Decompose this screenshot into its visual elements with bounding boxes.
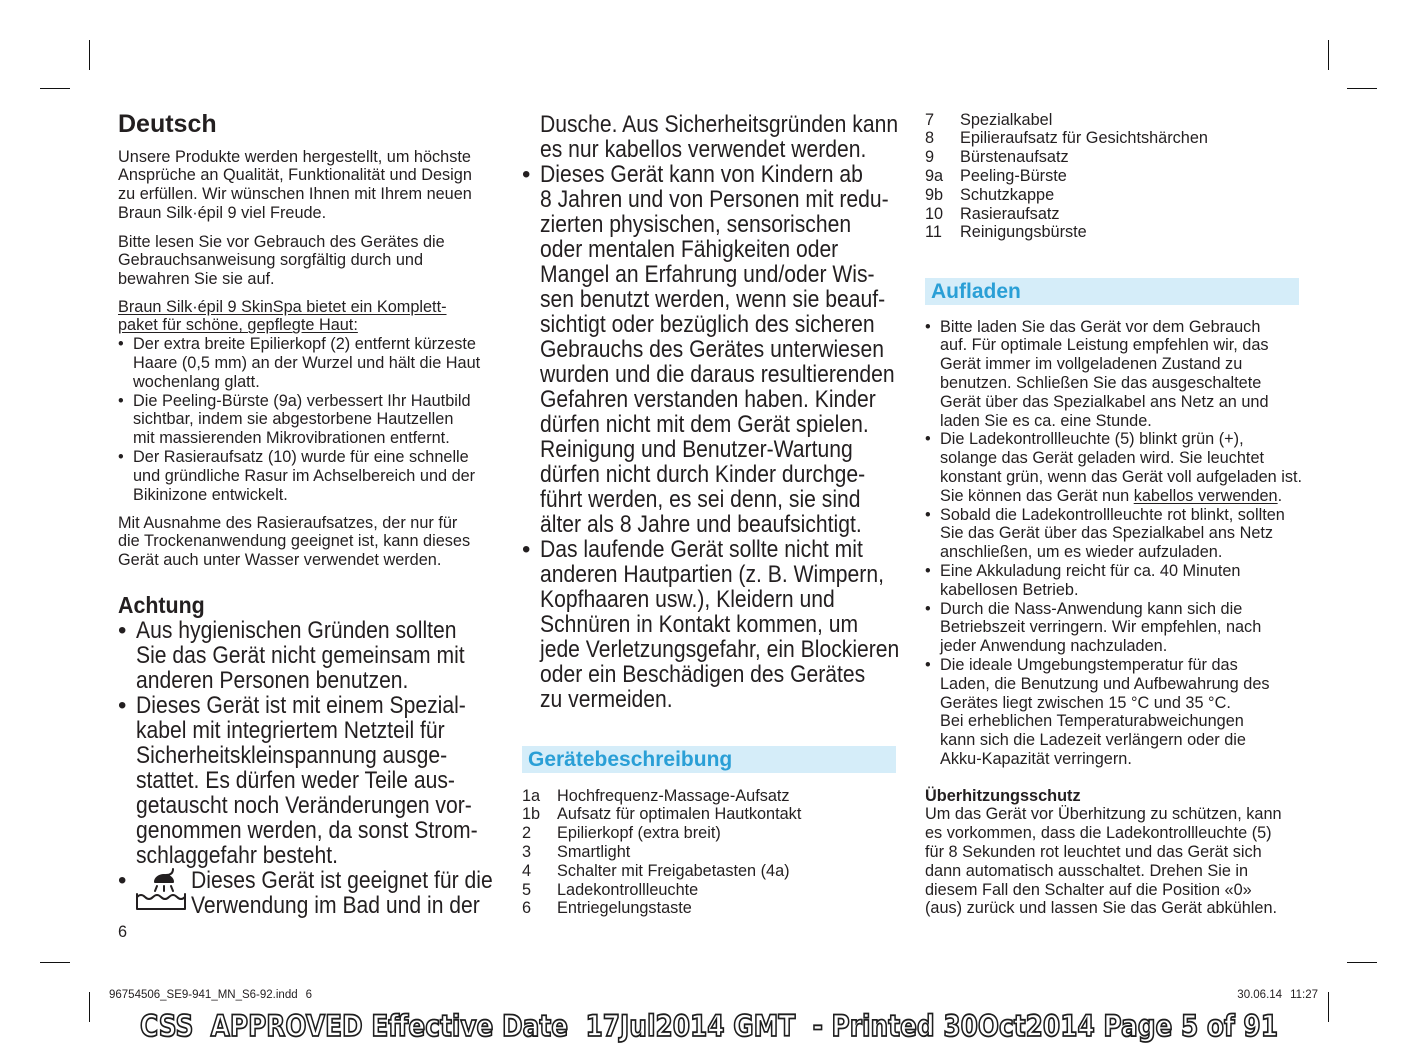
text-line: Gerät auch unter Wasser verwendet werden. — [118, 551, 442, 570]
charging-status-text — [940, 430, 1310, 486]
text-line: zu vermeiden. — [540, 685, 673, 713]
part-list-item — [522, 787, 896, 806]
charging-heading: Aufladen — [925, 278, 1299, 305]
text-line: oder mentalen Fähigkeiten oder — [540, 235, 839, 263]
part-label: Reinigungsbürste — [960, 223, 1087, 242]
bullet-item — [522, 537, 902, 712]
approval-stamp — [139, 1007, 1281, 1047]
text-line: anschließen, um es wieder aufzuladen. — [940, 543, 1223, 562]
text-line: Bitte lesen Sie vor Gebrauch des Gerätes die — [118, 232, 445, 251]
part-list-item — [925, 129, 1299, 148]
bullet-item — [118, 693, 503, 868]
part-number: 9 — [925, 148, 935, 167]
text-line: mit massierenden Mikrovibrationen entfernt. — [133, 429, 450, 448]
text-line: Betriebszeit verringern. Wir empfehlen, nach — [940, 618, 1262, 637]
part-number: 9a — [925, 166, 944, 185]
text-line: Verwendung im Bad und in der — [191, 891, 480, 919]
page-number: 6 — [118, 922, 128, 941]
part-number: 10 — [925, 204, 944, 223]
text-line: die Trockenanwendung geeignet ist, kann dieses — [118, 532, 471, 551]
warning-items — [522, 162, 902, 712]
text-line: • Bitte laden Sie das Gerät vor dem Gebrauch — [940, 317, 1261, 336]
bullet-item — [925, 430, 1310, 505]
file-name: 96754506_SE9-941_MN_S6-92.indd — [109, 989, 298, 1001]
text-line: • Aus hygienischen Gründen sollten — [136, 616, 457, 644]
text-line: Sie das Gerät über das Spezialkabel ans Netz — [940, 524, 1274, 543]
bullet-item — [925, 318, 1310, 431]
text-line: • Das laufende Gerät sollte nicht mit — [540, 535, 863, 563]
text-line: sichtbar, indem sie abgestorbene Hautzellen — [133, 410, 454, 429]
text-line — [940, 487, 1310, 506]
part-label: Hochfrequenz-Massage-Aufsatz — [557, 786, 790, 805]
part-list-item — [522, 881, 896, 900]
charging-items — [925, 318, 1310, 431]
text-line: bewahren Sie sie auf. — [118, 270, 275, 289]
part-label: Rasieraufsatz — [960, 204, 1060, 223]
text-line: Laden, die Benutzung und Aufbewahrung des — [940, 674, 1270, 693]
part-number: 3 — [522, 842, 532, 861]
part-list-item — [522, 899, 896, 918]
bullet-item — [118, 448, 503, 504]
text-line: • Die Peeling-Bürste (9a) verbessert Ihr Hautbild — [133, 391, 471, 410]
crop-mark — [1347, 962, 1377, 963]
part-number: 11 — [925, 223, 942, 242]
page-title: Deutsch — [118, 110, 217, 138]
text-line: Haare (0,5 mm) an der Wurzel und hält die Haut — [133, 353, 481, 372]
text-line: älter als 8 Jahre und beaufsichtigt. — [540, 510, 862, 538]
text-line: stattet. Es dürfen weder Teile aus- — [136, 766, 455, 794]
text-line: dann automatisch ausschaltet. Drehen Sie in — [925, 861, 1249, 880]
text-line: • Die ideale Umgebungstemperatur für das — [940, 655, 1238, 674]
part-label: Entriegelungstaste — [557, 899, 692, 918]
bath-warning-continuation — [522, 112, 902, 162]
parts-list — [522, 787, 896, 919]
warning-list — [118, 618, 503, 918]
text-line: Bei erheblichen Temperaturabweichungen — [940, 712, 1244, 731]
text-line: Mit Ausnahme des Rasieraufsatzes, der nur für — [118, 513, 458, 532]
text-line: kabellosen Betrieb. — [940, 580, 1079, 599]
overheat-text — [925, 805, 1310, 918]
water-note-paragraph — [118, 514, 503, 570]
text-line: • Dieses Gerät kann von Kindern ab — [540, 160, 863, 188]
text-line: • Dieses Gerät ist geeignet für die — [191, 866, 493, 894]
text-line: Ansprüche an Qualität, Funktionalität und Design — [118, 166, 472, 185]
text-line: sen benutzt werden, wenn sie beauf- — [540, 285, 886, 313]
text-line: • Sobald die Ladekontrollleuchte rot blinkt, sollten — [940, 505, 1285, 524]
text-line: für 8 Sekunden rot leuchtet und das Gerät sich — [925, 842, 1262, 861]
part-list-item — [925, 205, 1299, 224]
charging-items — [925, 506, 1310, 769]
part-number: 6 — [522, 899, 532, 918]
text-line: kabel mit integriertem Netzteil für — [136, 716, 445, 744]
text-line: • Die Ladekontrollleuchte (5) blinkt grün (+), — [940, 430, 1244, 449]
crop-mark — [89, 40, 90, 70]
part-number: 4 — [522, 861, 532, 880]
part-number: 1b — [522, 805, 541, 824]
text-line: sichtigt oder bezüglich des sicheren — [540, 310, 875, 338]
text-line: oder ein Beschädigen des Gerätes — [540, 660, 866, 688]
warning-heading: Achtung — [118, 592, 205, 618]
text-line: genommen werden, da sonst Strom- — [136, 816, 478, 844]
text-line: Gebrauchsanweisung sorgfältig durch und — [118, 251, 424, 270]
text-line: auf. Für optimale Leistung empfehlen wir, das — [940, 336, 1269, 355]
part-list-item — [925, 111, 1299, 130]
text-line: und gründliche Rasur im Achselbereich und der — [133, 466, 476, 485]
warning-list-continued — [522, 112, 902, 712]
text-line: Gerätes liegt zwischen 15 °C und 35 °C. — [940, 693, 1231, 712]
text-line: anderen Personen benutzen. — [136, 666, 409, 694]
feature-section — [118, 298, 503, 505]
print-timestamp — [1237, 988, 1318, 1002]
crop-mark — [1347, 88, 1377, 89]
parts-list — [925, 111, 1299, 243]
text-line: (aus) zurück und lassen Sie das Gerät abkühlen. — [925, 899, 1278, 918]
charging-instructions — [925, 318, 1310, 769]
warning-items — [118, 618, 503, 868]
text-line: • Dieses Gerät ist mit einem Spezial- — [136, 691, 466, 719]
bullet-item — [925, 506, 1310, 562]
text-line: Reinigung und Benutzer-Wartung — [540, 435, 853, 463]
part-list-item — [522, 843, 896, 862]
part-label: Peeling-Bürste — [960, 166, 1067, 185]
part-number: 8 — [925, 129, 935, 148]
text-line: Gerät immer im vollgeladenen Zustand zu — [940, 355, 1243, 374]
part-number: 2 — [522, 824, 532, 843]
text-line: • Durch die Nass-Anwendung kann sich die — [940, 599, 1243, 618]
print-date: 30.06.14 — [1237, 989, 1283, 1001]
bullet-item — [118, 618, 503, 693]
text-line: Sicherheitskleinspannung ausge- — [136, 741, 448, 769]
text-line: schlaggefahr besteht. — [136, 841, 338, 869]
part-list-item — [522, 824, 896, 843]
file-page: 6 — [305, 989, 313, 1001]
text-line: Mangel an Erfahrung und/oder Wis- — [540, 260, 875, 288]
text-line: Braun Silk·épil 9 SkinSpa bietet ein Komplett- — [118, 297, 447, 316]
bath-suitable-icon — [135, 866, 187, 912]
part-number: 5 — [522, 880, 532, 899]
text-line: es nur kabellos verwendet werden. — [540, 135, 867, 163]
bullet-item — [925, 562, 1310, 600]
instruction-paragraph — [118, 233, 503, 289]
crop-mark — [89, 992, 90, 1022]
bullet-item — [118, 868, 503, 918]
part-list-item — [925, 148, 1299, 167]
part-number: 9b — [925, 185, 944, 204]
part-label: Spezialkabel — [960, 110, 1053, 129]
text-line: dürfen nicht durch Kinder durchge- — [540, 460, 866, 488]
text-line: Braun Silk·épil 9 viel Freude. — [118, 203, 327, 222]
text-line: wurden und die daraus resultierenden — [540, 360, 895, 388]
part-list-item — [522, 862, 896, 881]
part-number: 1a — [522, 786, 541, 805]
text-line: Sie das Gerät nicht gemeinsam mit — [136, 641, 465, 669]
text-line: kann sich die Ladezeit verlängern oder die — [940, 731, 1246, 750]
intro-paragraph — [118, 148, 503, 223]
text-line: • Der Rasieraufsatz (10) wurde für eine schnelle — [133, 447, 469, 466]
text-line: solange das Gerät geladen wird. Sie leuchtet — [940, 449, 1265, 468]
underlined-text: kabellos verwenden — [1133, 486, 1278, 505]
text-line: Akku-Kapazität verringern. — [940, 749, 1132, 768]
part-label: Smartlight — [557, 842, 631, 861]
part-label: Ladekontrollleuchte — [557, 880, 699, 899]
overheat-heading: Überhitzungsschutz — [925, 786, 1081, 805]
part-list-item — [925, 186, 1299, 205]
bath-warning-text — [191, 868, 503, 918]
text-line: benutzen. Schließen Sie das ausgeschaltete — [940, 373, 1262, 392]
text-line: Um das Gerät vor Überhitzung zu schützen, kann — [925, 805, 1282, 824]
approval-stamp-text: CSS APPROVED Effective Date 17Jul2014 GMT - Printed 30Oct2014 Page 5 of 91 — [140, 1009, 1278, 1043]
text-line: • Der extra breite Epilierkopf (2) entfernt kürzeste — [133, 335, 476, 354]
part-label: Schalter mit Freigabetasten (4a) — [557, 861, 790, 880]
text-line: Gefahren verstanden haben. Kinder — [540, 385, 876, 413]
text-line: es vorkommen, dass die Ladekontrollleuchte (5) — [925, 824, 1272, 843]
part-label: Aufsatz für optimalen Hautkontakt — [557, 805, 802, 824]
bullet-item — [118, 392, 503, 448]
text-line: führt werden, es sei denn, sie sind — [540, 485, 861, 513]
bullet-item — [925, 656, 1310, 769]
crop-mark — [1328, 40, 1329, 70]
text-line: laden Sie es ca. eine Stunde. — [940, 411, 1152, 430]
part-label: Bürstenaufsatz — [960, 148, 1069, 167]
overheat-section — [925, 787, 1310, 919]
text-line: zu erfüllen. Wir wünschen Ihnen mit Ihrem neuen — [118, 185, 472, 204]
part-list-item — [522, 805, 896, 824]
part-list-item — [925, 223, 1299, 242]
text-line: Gerät über das Spezialkabel ans Netz an und — [940, 392, 1269, 411]
text-line: Schnüren in Kontakt kommen, um — [540, 610, 859, 638]
bullet-item — [522, 162, 902, 537]
print-time: 11:27 — [1290, 989, 1318, 1001]
text-line: getauscht noch Veränderungen vor- — [136, 791, 472, 819]
text-line: wochenlang glatt. — [133, 372, 260, 391]
text-line: Dusche. Aus Sicherheitsgründen kann — [540, 110, 899, 138]
text-line: zierten physischen, sensorischen — [540, 210, 852, 238]
text-line: Unsere Produkte werden hergestellt, um höchste — [118, 147, 471, 166]
bullet-item — [118, 335, 503, 391]
part-label: Epilieraufsatz für Gesichtshärchen — [960, 129, 1208, 148]
text-segment: Sie können das Gerät nun — [940, 486, 1134, 505]
feature-list — [118, 335, 503, 504]
text-line: • Eine Akkuladung reicht für ca. 40 Minuten — [940, 561, 1241, 580]
text-line: jeder Anwendung nachzuladen. — [940, 637, 1168, 656]
feature-intro — [118, 298, 503, 336]
text-line: 8 Jahren und von Personen mit redu- — [540, 185, 889, 213]
file-info — [109, 988, 312, 1002]
text-line: paket für schöne, gepflegte Haut: — [118, 316, 358, 335]
text-line: Bikinizone entwickelt. — [133, 485, 288, 504]
crop-mark — [40, 88, 70, 89]
bullet-item — [925, 600, 1310, 656]
text-segment: . — [1277, 486, 1283, 505]
text-line: anderen Hautpartien (z. B. Wimpern, — [540, 560, 884, 588]
text-line: diesem Fall den Schalter auf die Position «0» — [925, 880, 1252, 899]
part-number: 7 — [925, 110, 935, 129]
text-line: dürfen nicht mit dem Gerät spielen. — [540, 410, 869, 438]
part-list-item — [925, 167, 1299, 186]
text-line: Kopfhaaren usw.), Kleidern und — [540, 585, 835, 613]
crop-mark — [40, 962, 70, 963]
text-line: konstant grün, wenn das Gerät voll aufgeladen ist. — [940, 467, 1303, 486]
part-label: Epilierkopf (extra breit) — [557, 824, 721, 843]
device-description-heading: Gerätebeschreibung — [522, 746, 896, 773]
text-line: Gebrauchs des Gerätes unterwiesen — [540, 335, 884, 363]
crop-mark — [1328, 992, 1329, 1022]
part-label: Schutzkappe — [960, 185, 1055, 204]
text-line: jede Verletzungsgefahr, ein Blockieren — [540, 635, 900, 663]
